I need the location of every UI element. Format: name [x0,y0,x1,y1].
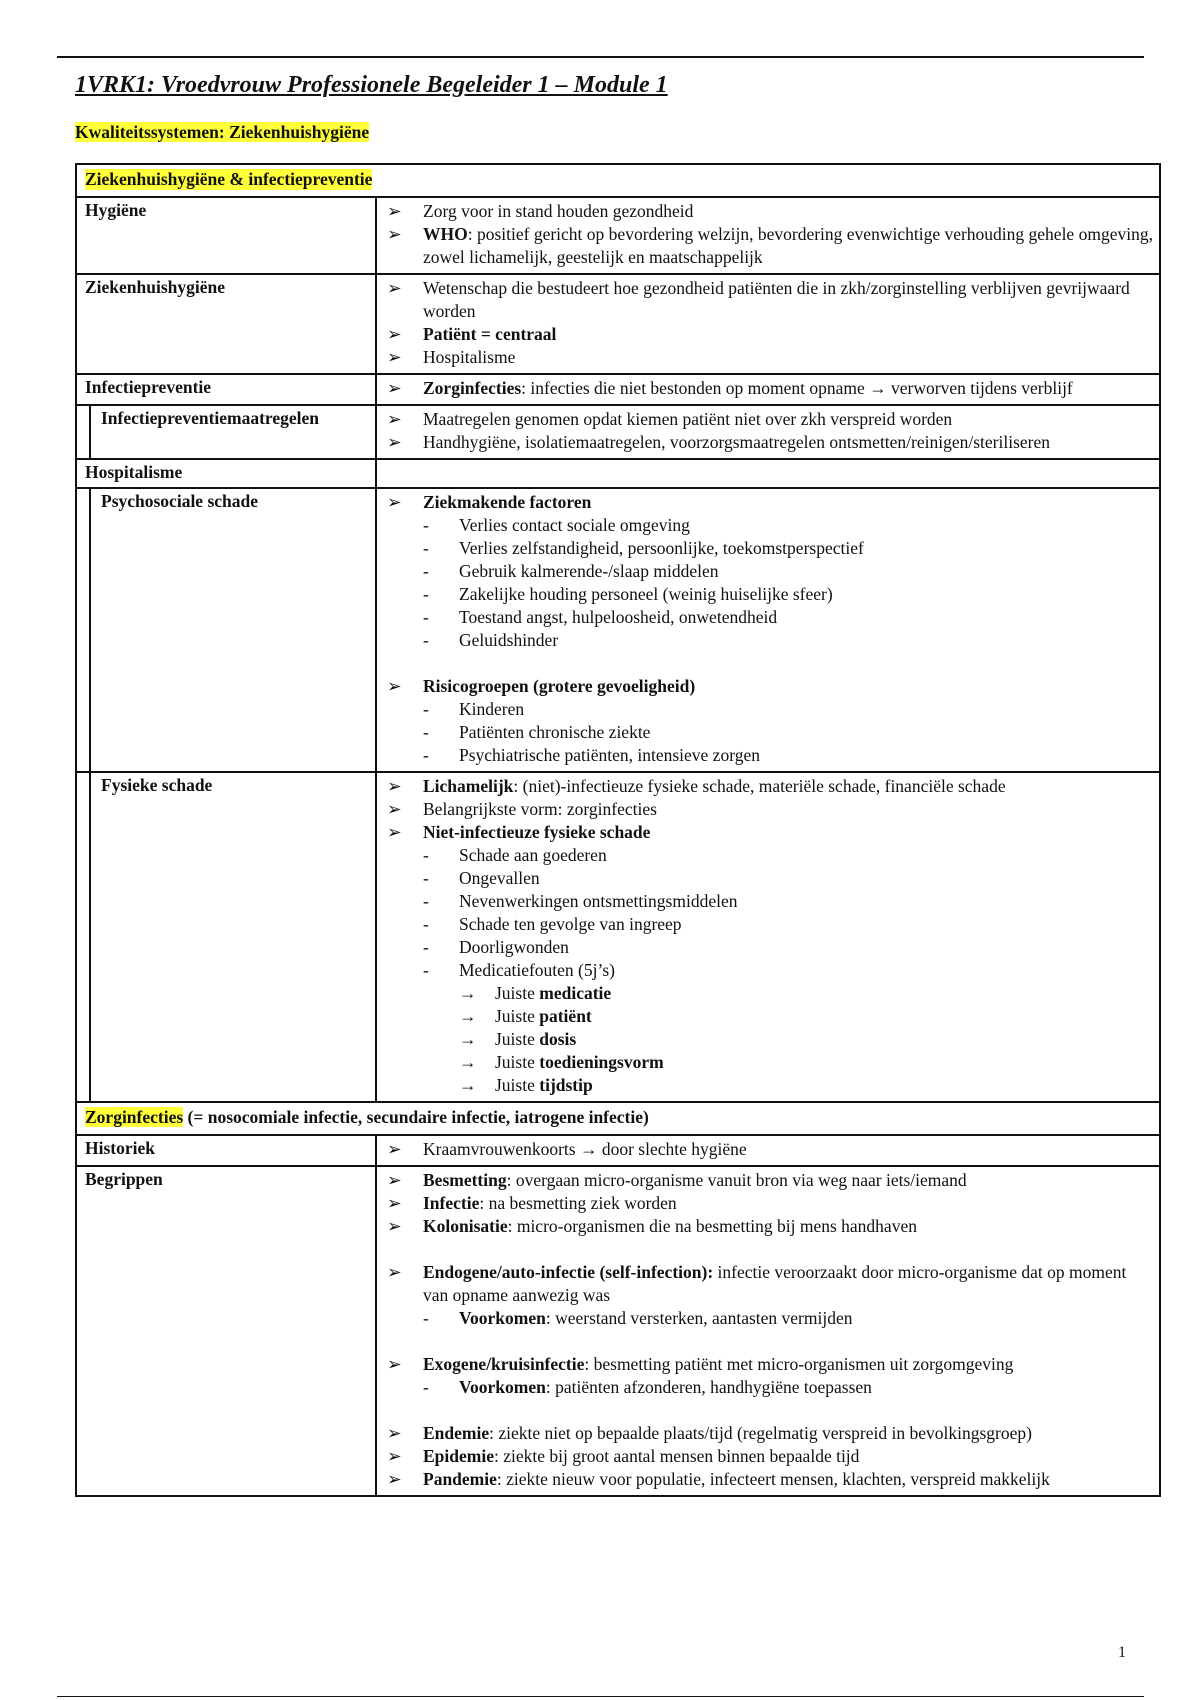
dash-marker: - [423,845,429,865]
dash-marker: - [423,1377,429,1397]
bullet-icon: ➢ [387,1354,402,1374]
bullet-item: ➢ Ziekmakende factoren [387,492,592,512]
bullet-icon: ➢ [387,409,402,429]
bullet-icon: ➢ [387,492,402,512]
row-label: Fysieke schade [89,773,377,1101]
bullet-item: ➢ Zorg voor in stand houden gezondheid [387,201,694,221]
row-content [377,375,1159,404]
bullet-item: ➢ Exogene/kruisinfectie: besmetting patiënt met micro-organismen uit zorgomgeving [387,1354,1014,1374]
row-label: Begrippen [77,1167,377,1495]
dash-marker: - [423,868,429,888]
bullet-item: ➢ Patiënt = centraal [387,324,557,344]
bullet-item: ➢ Zorginfecties: infecties die niet bestonden op moment opname → verworven tijdens verblijf [387,378,1073,398]
dash-marker: - [423,584,429,604]
row-infectiepreventie [75,375,1161,406]
dash-marker: - [423,561,429,581]
bullet-icon: ➢ [387,324,402,344]
dash-item: - Psychiatrische patiënten, intensieve zorgen [423,745,760,765]
dash-item: - Gebruik kalmerende-/slaap middelen [423,561,719,581]
dash-item: - Voorkomen: patiënten afzonderen, handhygiëne toepassen [423,1377,872,1397]
dash-item: - Doorligwonden [423,937,569,957]
bullet-icon: ➢ [387,224,402,244]
bullet-item: ➢ Endogene/auto-infectie (self-infection): infectie veroorzaakt door micro-organisme dat op moment van opname aanwezig was [387,1262,1127,1305]
bullet-icon: ➢ [387,347,402,367]
dash-item: - Zakelijke houding personeel (weinig huiselijke sfeer) [423,584,833,604]
arrow-icon: → [459,1029,477,1049]
arrow-icon: → [459,1052,477,1072]
bullet-icon: ➢ [387,1446,402,1466]
dash-marker: - [423,891,429,911]
bullet-item: ➢ Kolonisatie: micro-organismen die na besmetting bij mens handhaven [387,1216,917,1236]
bullet-item: ➢ Kraamvrouwenkoorts → door slechte hygiëne [387,1139,747,1159]
bullet-icon: ➢ [387,378,402,398]
bullet-item: ➢ WHO: positief gericht op bevordering welzijn, bevordering evenwichtige verhouding gehele omgeving, zowel lichamelijk, geestelijk en maatschappelijk [387,224,1153,267]
row-infectiepreventiemaatregelen [75,406,1161,460]
dash-item: - Schade aan goederen [423,845,607,865]
row-content [377,406,1159,458]
row-content [377,275,1159,373]
dash-item: - Nevenwerkingen ontsmettingsmiddelen [423,891,738,911]
row-content [377,489,1159,771]
bullet-icon: ➢ [387,1262,402,1282]
dash-item: - Schade ten gevolge van ingreep [423,914,682,934]
bullet-item: ➢ Belangrijkste vorm: zorginfecties [387,799,657,819]
bullet-item: ➢ Pandemie: ziekte nieuw voor populatie, infecteert mensen, klachten, verspreid makkelijk [387,1469,1050,1489]
section-header-infectiepreventie: Ziekenhuishygiëne & infectiepreventie [75,163,1161,198]
row-label: Historiek [77,1136,377,1165]
row-content [377,198,1159,273]
dash-item: - Ongevallen [423,868,540,888]
bullet-item: ➢ Maatregelen genomen opdat kiemen patiënt niet over zkh verspreid worden [387,409,953,429]
dash-marker: - [423,607,429,627]
dash-marker: - [423,960,429,980]
dash-marker: - [423,722,429,742]
dash-item: - Medicatiefouten (5j’s) [423,960,615,980]
row-label: Infectiepreventie [77,375,377,404]
bullet-icon: ➢ [387,201,402,221]
bullet-icon: ➢ [387,676,402,696]
row-label: Psychosociale schade [89,489,377,771]
document-title: 1VRK1: Vroedvrouw Professionele Begeleider 1 – Module 1 [75,72,668,98]
bullet-icon: ➢ [387,1170,402,1190]
bullet-item: ➢ Endemie: ziekte niet op bepaalde plaats/tijd (regelmatig verspreid in bevolkingsgroep) [387,1423,1032,1443]
bullet-icon: ➢ [387,1193,402,1213]
dash-item: - Voorkomen: weerstand versterken, aantasten vermijden [423,1308,853,1328]
dash-item: - Toestand angst, hulpeloosheid, onwetendheid [423,607,778,627]
top-rule [57,56,1144,58]
bullet-item: ➢ Risicogroepen (grotere gevoeligheid) [387,676,696,696]
dash-marker: - [423,745,429,765]
row-content [377,460,1159,487]
row-hospitalisme [75,460,1161,489]
row-content [377,1136,1159,1165]
dash-item: - Verlies contact sociale omgeving [423,515,690,535]
row-hygiene [75,198,1161,275]
row-label: Hospitalisme [77,460,377,487]
bullet-icon: ➢ [387,1469,402,1489]
bullet-icon: ➢ [387,1216,402,1236]
dash-marker: - [423,630,429,650]
dash-item: - Kinderen [423,699,525,719]
bullet-icon: ➢ [387,432,402,452]
arrow-item: → Juiste toedieningsvorm [459,1052,664,1072]
bullet-icon: ➢ [387,822,402,842]
arrow-item: → Juiste dosis [459,1029,577,1049]
row-label: Ziekenhuishygiëne [77,275,377,373]
page-number: 1 [1118,1644,1126,1661]
bullet-item: ➢ Niet-infectieuze fysieke schade [387,822,651,842]
bullet-icon: ➢ [387,1139,402,1159]
notes-table [75,163,1161,1497]
dash-item: - Geluidshinder [423,630,559,650]
arrow-item: → Juiste patiënt [459,1006,592,1026]
bullet-item: ➢ Lichamelijk: (niet)-infectieuze fysieke schade, materiële schade, financiële schade [387,776,1006,796]
bullet-icon: ➢ [387,776,402,796]
dash-marker: - [423,937,429,957]
arrow-item: → Juiste tijdstip [459,1075,593,1095]
bullet-icon: ➢ [387,1423,402,1443]
row-fysieke-schade [75,773,1161,1103]
arrow-icon: → [459,983,477,1003]
arrow-icon: → [459,1075,477,1095]
arrow-item: → Juiste medicatie [459,983,612,1003]
dash-marker: - [423,914,429,934]
bullet-icon: ➢ [387,799,402,819]
row-label: Infectiepreventiemaatregelen [89,406,377,458]
row-ziekenhuishygiene [75,275,1161,375]
arrow-icon: → [459,1006,477,1026]
bullet-item: ➢ Infectie: na besmetting ziek worden [387,1193,677,1213]
row-label: Hygiëne [77,198,377,273]
dash-marker: - [423,1308,429,1328]
dash-marker: - [423,699,429,719]
row-historiek [75,1136,1161,1167]
dash-marker: - [423,538,429,558]
bullet-item: ➢ Wetenschap die bestudeert hoe gezondheid patiënten die in zkh/zorginstelling verblijven gevrijwaard worden [387,278,1130,321]
section-subtitle: Kwaliteitssystemen: Ziekenhuishygiëne [75,122,370,142]
bullet-icon: ➢ [387,278,402,298]
dash-item: - Patiënten chronische ziekte [423,722,651,742]
dash-item: - Verlies zelfstandigheid, persoonlijke, toekomstperspectief [423,538,864,558]
bullet-item: ➢ Hospitalisme [387,347,516,367]
bottom-rule [57,1696,1144,1697]
row-psychosociale-schade [75,489,1161,773]
row-content [377,773,1159,1101]
row-content [377,1167,1159,1495]
row-begrippen [75,1167,1161,1497]
dash-marker: - [423,515,429,535]
bullet-item: ➢ Handhygiëne, isolatiemaatregelen, voorzorgsmaatregelen ontsmetten/reinigen/steriliseren [387,432,1051,452]
section-header-zorginfecties: Zorginfecties (= nosocomiale infectie, secundaire infectie, iatrogene infectie) [75,1103,1161,1136]
bullet-item: ➢ Besmetting: overgaan micro-organisme vanuit bron via weg naar iets/iemand [387,1170,967,1190]
bullet-item: ➢ Epidemie: ziekte bij groot aantal mensen binnen bepaalde tijd [387,1446,860,1466]
